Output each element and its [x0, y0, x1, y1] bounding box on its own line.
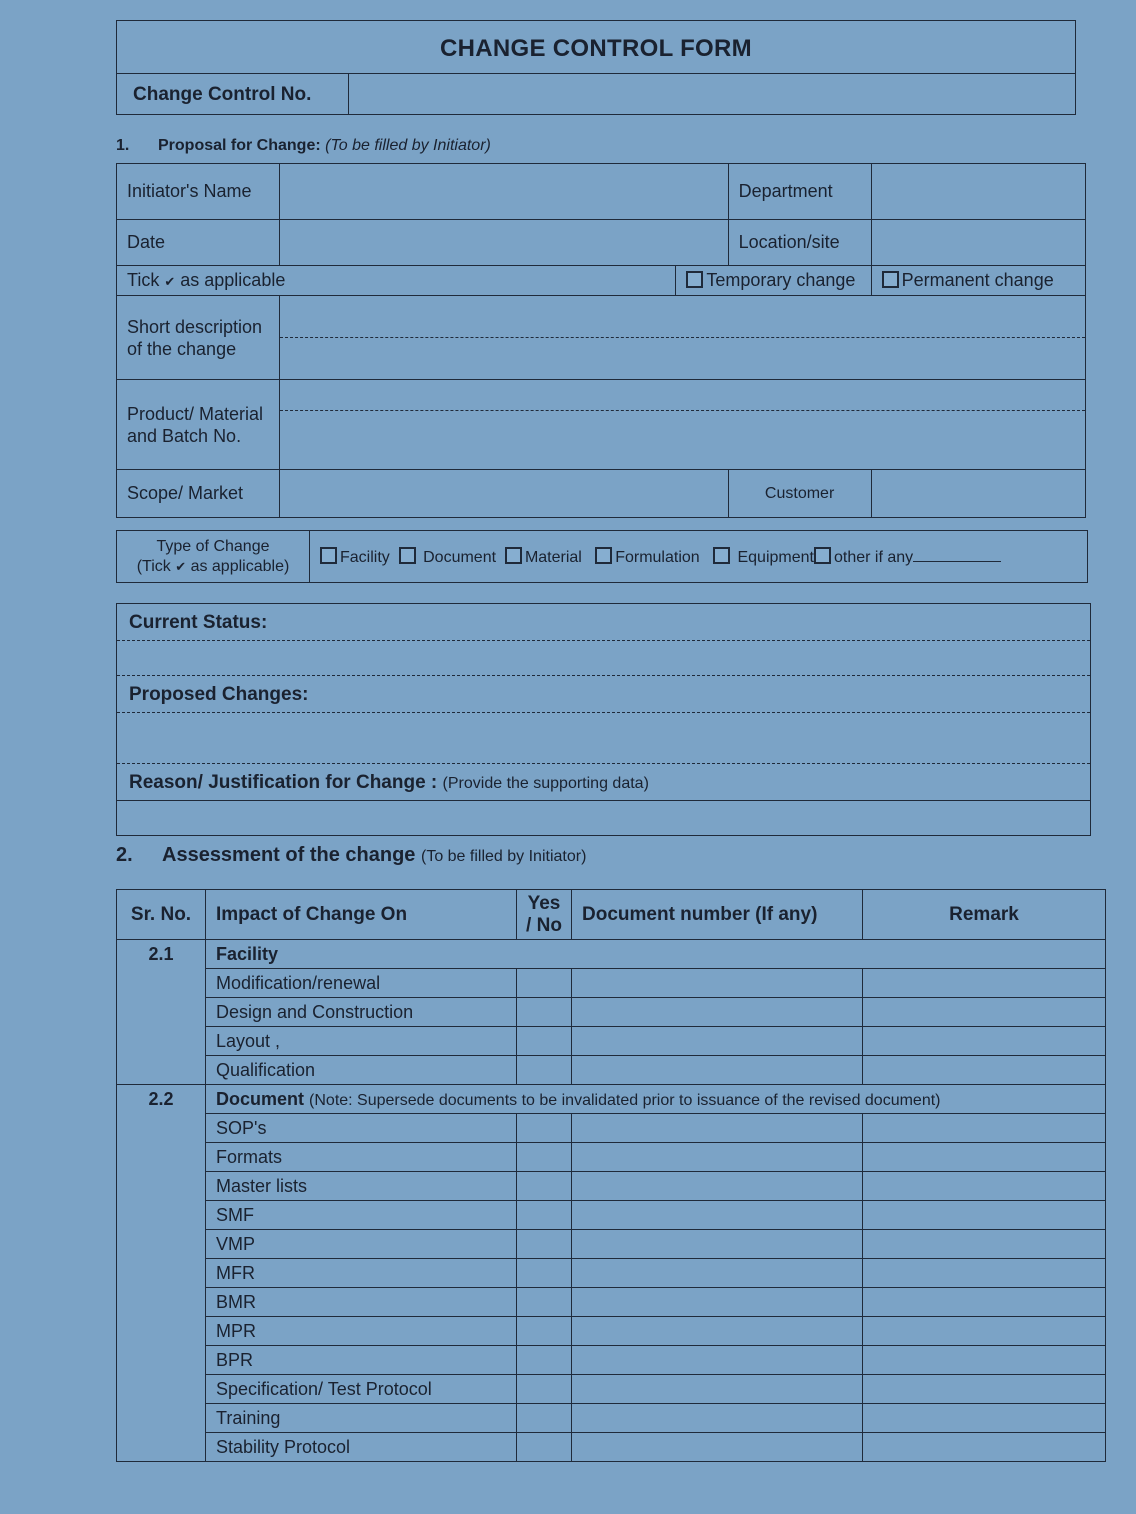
temporary-change-checkbox[interactable]	[686, 271, 703, 288]
group-title: Document (Note: Supersede documents to be invalidated prior to issuance of the revised document)	[206, 1085, 1106, 1114]
current-status-label: Current Status:	[117, 604, 1090, 641]
document-number-cell[interactable]	[572, 998, 863, 1027]
option-facility[interactable]: Facility	[320, 549, 390, 566]
header-document-number: Document number (If any)	[572, 890, 863, 940]
scope-market-label: Scope/ Market	[117, 470, 280, 518]
proposed-changes-label: Proposed Changes:	[117, 676, 1090, 713]
formulation-checkbox[interactable]	[595, 547, 612, 564]
remark-cell[interactable]	[863, 969, 1106, 998]
header-remark: Remark	[863, 890, 1106, 940]
section2-heading: 2. Assessment of the change (To be filled by Initiator)	[116, 844, 587, 866]
yes-no-cell[interactable]	[517, 1259, 572, 1288]
current-status-field[interactable]	[117, 641, 1090, 676]
document-number-cell[interactable]	[572, 1317, 863, 1346]
date-field[interactable]	[280, 220, 729, 266]
yes-no-cell[interactable]	[517, 1172, 572, 1201]
group-header-row	[117, 940, 1106, 969]
option-document[interactable]: Document	[399, 549, 496, 566]
table-row	[117, 1027, 1106, 1056]
document-number-cell[interactable]	[572, 1201, 863, 1230]
change-control-form	[116, 20, 1106, 1462]
table-row	[117, 1433, 1106, 1462]
assessment-table	[116, 889, 1106, 1462]
document-number-cell[interactable]	[572, 969, 863, 998]
yes-no-cell[interactable]	[517, 1027, 572, 1056]
table-row	[117, 1143, 1106, 1172]
material-checkbox[interactable]	[505, 547, 522, 564]
table-row	[117, 1230, 1106, 1259]
document-number-cell[interactable]	[572, 1056, 863, 1085]
table-row	[117, 1114, 1106, 1143]
group-title: Facility	[206, 940, 1106, 969]
option-equipment[interactable]: Equipment	[713, 549, 814, 566]
remark-cell[interactable]	[863, 1288, 1106, 1317]
impact-item: Specification/ Test Protocol	[206, 1375, 517, 1404]
form-header	[116, 20, 1076, 115]
group-header-row	[117, 1085, 1106, 1114]
location-label: Location/site	[728, 220, 871, 266]
section1-heading: 1. Proposal for Change: (To be filled by Initiator)	[116, 137, 491, 154]
document-checkbox[interactable]	[399, 547, 416, 564]
other-blank-field[interactable]	[913, 561, 1001, 562]
table-row	[117, 1201, 1106, 1230]
remark-cell[interactable]	[863, 1056, 1106, 1085]
checkmark-icon: ✔	[175, 558, 187, 574]
option-material[interactable]: Material	[505, 549, 582, 566]
yes-no-cell[interactable]	[517, 1375, 572, 1404]
change-control-no-label: Change Control No.	[117, 74, 349, 114]
document-number-cell[interactable]	[572, 1375, 863, 1404]
reason-field[interactable]	[117, 801, 1090, 835]
customer-label: Customer	[728, 470, 871, 518]
document-number-cell[interactable]	[572, 1346, 863, 1375]
table-row	[117, 1056, 1106, 1085]
impact-item: Formats	[206, 1143, 517, 1172]
yes-no-cell[interactable]	[517, 998, 572, 1027]
remark-cell[interactable]	[863, 1201, 1106, 1230]
option-formulation[interactable]: Formulation	[595, 549, 699, 566]
remark-cell[interactable]	[863, 1259, 1106, 1288]
table-row	[117, 1288, 1106, 1317]
header-impact: Impact of Change On	[206, 890, 517, 940]
yes-no-cell[interactable]	[517, 969, 572, 998]
yes-no-cell[interactable]	[517, 1288, 572, 1317]
initiator-name-label: Initiator's Name	[117, 164, 280, 220]
yes-no-cell[interactable]	[517, 1433, 572, 1462]
impact-item: BPR	[206, 1346, 517, 1375]
permanent-change-checkbox[interactable]	[882, 271, 899, 288]
temporary-change-option[interactable]: Temporary change	[676, 266, 871, 296]
yes-no-cell[interactable]	[517, 1346, 572, 1375]
scope-market-field[interactable]	[280, 470, 729, 518]
date-label: Date	[117, 220, 280, 266]
table-row	[117, 969, 1106, 998]
status-box	[116, 603, 1091, 836]
remark-cell[interactable]	[863, 1404, 1106, 1433]
impact-item: Qualification	[206, 1056, 517, 1085]
group-sr-no: 2.2	[117, 1085, 206, 1462]
proposal-table	[116, 163, 1086, 518]
product-batch-field[interactable]	[280, 380, 1086, 470]
document-number-cell[interactable]	[572, 1288, 863, 1317]
table-row	[117, 1259, 1106, 1288]
impact-item: Master lists	[206, 1172, 517, 1201]
tick-applicable-label: Tick ✔ as applicable	[117, 266, 676, 296]
table-row	[117, 1172, 1106, 1201]
header-yes-no: Yes / No	[517, 890, 572, 940]
type-of-change-label: Type of Change (Tick ✔ as applicable)	[117, 531, 310, 583]
equipment-checkbox[interactable]	[713, 547, 730, 564]
impact-item: SMF	[206, 1201, 517, 1230]
table-row	[117, 1346, 1106, 1375]
document-number-cell[interactable]	[572, 1172, 863, 1201]
impact-item: Training	[206, 1404, 517, 1433]
impact-item: Modification/renewal	[206, 969, 517, 998]
group-sr-no: 2.1	[117, 940, 206, 1085]
reason-label: Reason/ Justification for Change : (Provide the supporting data)	[117, 764, 1090, 801]
remark-cell[interactable]	[863, 1317, 1106, 1346]
impact-item: BMR	[206, 1288, 517, 1317]
short-description-field[interactable]	[280, 296, 1086, 380]
impact-item: Design and Construction	[206, 998, 517, 1027]
remark-cell[interactable]	[863, 1114, 1106, 1143]
table-row	[117, 1317, 1106, 1346]
impact-item: MPR	[206, 1317, 517, 1346]
facility-checkbox[interactable]	[320, 547, 337, 564]
impact-item: Layout ,	[206, 1027, 517, 1056]
department-field[interactable]	[871, 164, 1085, 220]
impact-item: VMP	[206, 1230, 517, 1259]
table-row	[117, 1375, 1106, 1404]
yes-no-cell[interactable]	[517, 1056, 572, 1085]
remark-cell[interactable]	[863, 1230, 1106, 1259]
yes-no-cell[interactable]	[517, 1230, 572, 1259]
form-title: CHANGE CONTROL FORM	[117, 21, 1075, 74]
proposed-changes-field[interactable]	[117, 713, 1090, 764]
short-description-label: Short description of the change	[117, 296, 280, 380]
remark-cell[interactable]	[863, 1433, 1106, 1462]
other-checkbox[interactable]	[814, 547, 831, 564]
product-batch-label: Product/ Material and Batch No.	[117, 380, 280, 470]
yes-no-cell[interactable]	[517, 1114, 572, 1143]
checkmark-icon: ✔	[164, 274, 176, 289]
location-field[interactable]	[871, 220, 1085, 266]
document-number-cell[interactable]	[572, 1143, 863, 1172]
yes-no-cell[interactable]	[517, 1201, 572, 1230]
document-number-cell[interactable]	[572, 1433, 863, 1462]
yes-no-cell[interactable]	[517, 1404, 572, 1433]
remark-cell[interactable]	[863, 998, 1106, 1027]
initiator-name-field[interactable]	[280, 164, 729, 220]
permanent-change-option[interactable]: Permanent change	[871, 266, 1085, 296]
header-sr-no: Sr. No.	[117, 890, 206, 940]
yes-no-cell[interactable]	[517, 1143, 572, 1172]
remark-cell[interactable]	[863, 1375, 1106, 1404]
document-number-cell[interactable]	[572, 1404, 863, 1433]
document-number-cell[interactable]	[572, 1259, 863, 1288]
option-other[interactable]: other if any	[814, 549, 1001, 566]
yes-no-cell[interactable]	[517, 1317, 572, 1346]
remark-cell[interactable]	[863, 1027, 1106, 1056]
change-control-no-field[interactable]	[349, 74, 1075, 114]
table-row	[117, 998, 1106, 1027]
table-row	[117, 1404, 1106, 1433]
document-number-cell[interactable]	[572, 1114, 863, 1143]
document-number-cell[interactable]	[572, 1027, 863, 1056]
document-number-cell[interactable]	[572, 1230, 863, 1259]
impact-item: MFR	[206, 1259, 517, 1288]
type-of-change-options	[310, 531, 1088, 583]
remark-cell[interactable]	[863, 1172, 1106, 1201]
remark-cell[interactable]	[863, 1346, 1106, 1375]
impact-item: SOP's	[206, 1114, 517, 1143]
type-of-change-table	[116, 530, 1088, 583]
remark-cell[interactable]	[863, 1143, 1106, 1172]
department-label: Department	[728, 164, 871, 220]
impact-item: Stability Protocol	[206, 1433, 517, 1462]
customer-field[interactable]	[871, 470, 1085, 518]
